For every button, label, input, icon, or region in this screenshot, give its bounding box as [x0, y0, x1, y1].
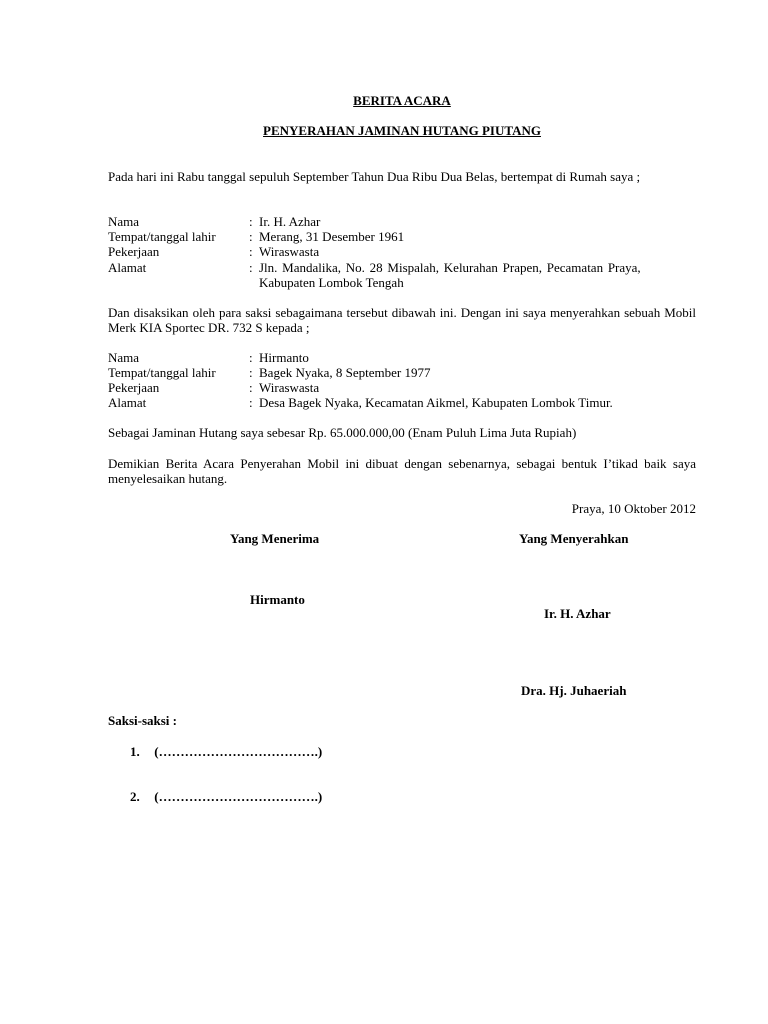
colon: : [249, 365, 253, 380]
party1-nama-row [108, 214, 696, 229]
statement-paragraph: Dan disaksikan oleh para saksi sebagaimana tersebut dibawah ini. Dengan ini saya menyerahkan sebuah Mobil Merk KIA Sportec DR. 732 S kepada ; [108, 305, 696, 335]
party2-alamat-value: Desa Bagek Nyaka, Kecamatan Aikmel, Kabupaten Lombok Timur. [259, 395, 613, 410]
party2-nama-label: Nama [108, 350, 140, 365]
colon: : [249, 380, 253, 395]
party2-alamat-label: Alamat [108, 395, 147, 410]
witnesses-heading: Saksi-saksi : [108, 713, 177, 728]
colon: : [249, 214, 253, 229]
receiver-heading: Yang Menerima [230, 531, 320, 546]
party2-pekerjaan-label: Pekerjaan [108, 380, 160, 395]
witness-number: 2. [130, 789, 140, 804]
party1-alamat-line2: Kabupaten Lombok Tengah [259, 275, 404, 290]
party2-pekerjaan-value: Wiraswasta [259, 380, 320, 395]
colon: : [249, 350, 253, 365]
closing-paragraph: Demikian Berita Acara Penyerahan Mobil ini dibuat dengan sebenarnya, sebagai bentuk I’tikad baik saya menyelesaikan hutang. [108, 456, 696, 486]
party1-nama-value: Ir. H. Azhar [259, 214, 321, 229]
party2-ttl-label: Tempat/tanggal lahir [108, 365, 216, 380]
party1-ttl-label: Tempat/tanggal lahir [108, 229, 216, 244]
place-date: Praya, 10 Oktober 2012 [571, 501, 696, 516]
party1-pekerjaan-row [108, 244, 696, 259]
jaminan-paragraph: Sebagai Jaminan Hutang saya sebesar Rp. 65.000.000,00 (Enam Puluh Lima Juta Rupiah) [108, 425, 577, 440]
giver-heading: Yang Menyerahkan [519, 531, 629, 546]
party1-ttl-value: Merang, 31 Desember 1961 [259, 229, 405, 244]
party2-nama-value: Hirmanto [259, 350, 309, 365]
party2-nama-row [108, 350, 696, 365]
witness-signature-blank: (……………………………….) [154, 744, 323, 759]
witness-signature-blank: (……………………………….) [154, 789, 323, 804]
witness-item-2 [130, 789, 322, 804]
party2-ttl-row [108, 365, 696, 380]
giver-name-2: Dra. Hj. Juhaeriah [521, 683, 627, 698]
giver-name: Ir. H. Azhar [544, 606, 611, 621]
party1-pekerjaan-value: Wiraswasta [259, 244, 320, 259]
party1-alamat-row [108, 260, 696, 275]
opening-paragraph: Pada hari ini Rabu tanggal sepuluh September Tahun Dua Ribu Dua Belas, bertempat di Rumah saya ; [108, 169, 641, 184]
receiver-name: Hirmanto [250, 592, 305, 607]
colon: : [249, 244, 253, 259]
party1-ttl-row [108, 229, 696, 244]
party1-alamat-label: Alamat [108, 260, 147, 275]
colon: : [249, 395, 253, 410]
colon: : [249, 260, 253, 275]
party1-pekerjaan-label: Pekerjaan [108, 244, 160, 259]
document-subtitle: PENYERAHAN JAMINAN HUTANG PIUTANG [263, 123, 541, 138]
witness-number: 1. [130, 744, 140, 759]
party2-pekerjaan-row [108, 380, 696, 395]
party2-ttl-value: Bagek Nyaka, 8 September 1977 [259, 365, 431, 380]
party2-alamat-row [108, 395, 696, 410]
colon: : [249, 229, 253, 244]
party1-nama-label: Nama [108, 214, 140, 229]
witness-item-1 [130, 744, 322, 759]
party1-alamat-line1: Jln. Mandalika, No. 28 Mispalah, Kelurahan Prapen, Pecamatan Praya, [259, 260, 641, 275]
party1-alamat-cont-row [108, 275, 696, 290]
document-title: BERITA ACARA [353, 93, 451, 108]
